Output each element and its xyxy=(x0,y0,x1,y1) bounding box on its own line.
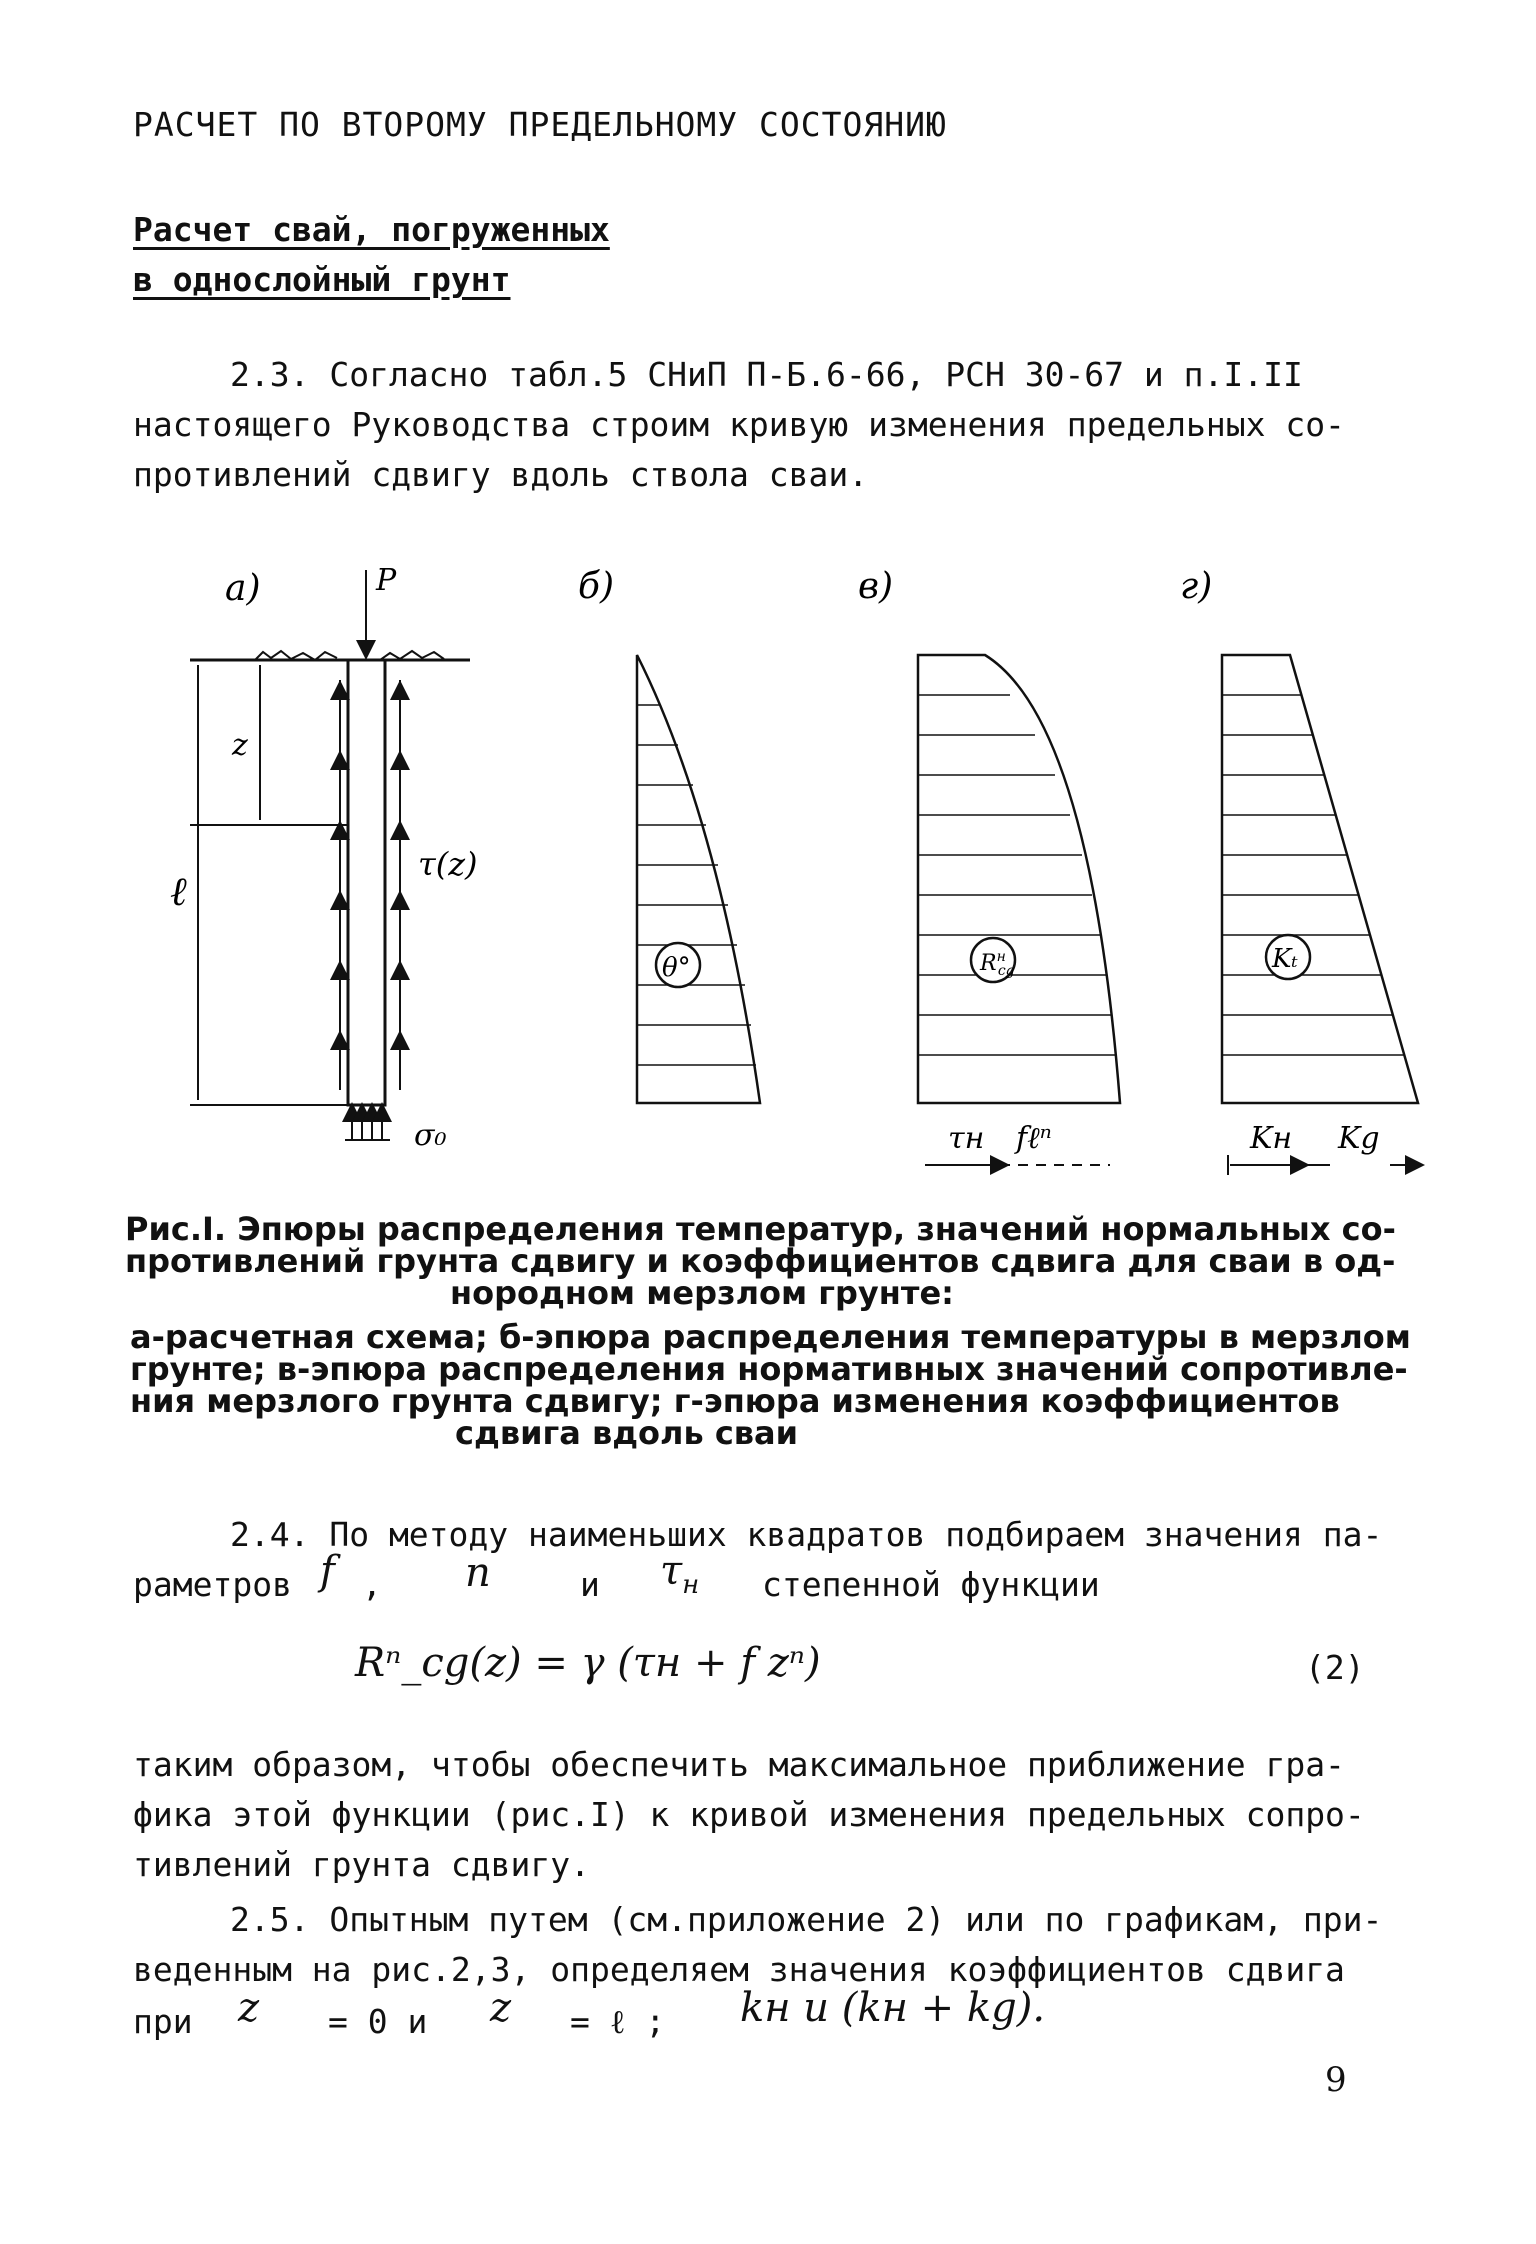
label-b: б) xyxy=(578,566,615,607)
param-and: и xyxy=(580,1565,600,1604)
page-number: 9 xyxy=(1325,2060,1347,2100)
para-2-4-function-label: степенной функции xyxy=(762,1565,1100,1604)
dim-g xyxy=(1228,1155,1415,1175)
param-tau: $\tau_н$ xyxy=(660,1548,700,1600)
para-2-3-line-3: противлений сдвигу вдоль ствола сваи. xyxy=(133,455,869,494)
equation-number: (2) xyxy=(1305,1648,1365,1687)
label-fl: fℓⁿ xyxy=(1016,1121,1052,1156)
param-f: f xyxy=(320,1548,335,1594)
label-l: ℓ xyxy=(170,869,187,915)
caption-line-3: нородном мерзлом грунте: xyxy=(450,1274,954,1312)
section-title-line-2: в однослойный грунт xyxy=(133,260,511,299)
formula-2: Rⁿ_cg(z) = γ (τн + f zⁿ) xyxy=(355,1640,821,1686)
para-2-4b-line-3: тивлений грунта сдвигу. xyxy=(133,1845,590,1884)
para-2-3-line-2: настоящего Руководства строим кривую изменения предельных со- xyxy=(133,405,1345,444)
para-2-4b-line-2: фика этой функции (рис.I) к кривой изменения предельных сопро- xyxy=(133,1795,1365,1834)
para-2-4b-line-1: таким образом, чтобы обеспечить максимальное приближение гра- xyxy=(133,1745,1345,1784)
caption-line-1: Рис.I. Эпюры распределения температур, значений нормальных со- xyxy=(125,1210,1396,1248)
caption-line-7: сдвига вдоль сваи xyxy=(455,1414,799,1452)
caption-line-6: ния мерзлого грунта сдвигу; г-эпюра изменения коэффициентов xyxy=(130,1382,1340,1420)
label-tau-z: τ(z) xyxy=(418,845,478,883)
caption-line-5: грунте; в-эпюра распределения нормативных значений сопротивле- xyxy=(130,1350,1408,1388)
para-2-5-line-2: веденным на рис.2,3, определяем значения коэффициентов сдвига xyxy=(133,1950,1345,1989)
label-Kt: Kₜ xyxy=(1272,944,1298,974)
label-Kn: Kн xyxy=(1250,1121,1293,1156)
para-2-4-line-1: 2.4. По методу наименьших квадратов подбираем значения па- xyxy=(230,1515,1383,1554)
cond-z2: z xyxy=(490,1985,512,2031)
figure-1 xyxy=(0,540,1536,1190)
label-theta: θ° xyxy=(662,953,691,983)
para-2-4-params-label: раметров xyxy=(133,1565,292,1604)
page-heading: РАСЧЕТ ПО ВТОРОМУ ПРЕДЕЛЬНОМУ СОСТОЯНИЮ xyxy=(133,105,947,144)
cond-eq2: = ℓ ; xyxy=(570,2002,666,2041)
label-Kg: Kg xyxy=(1338,1121,1380,1156)
param-comma: , xyxy=(362,1565,382,1604)
label-v: в) xyxy=(858,566,893,607)
label-g: г) xyxy=(1180,566,1213,607)
para-2-5-line-3: при xyxy=(133,2002,193,2041)
diagram-temperature xyxy=(637,655,760,1103)
label-P: P xyxy=(376,563,397,598)
caption-line-2: противлений грунта сдвигу и коэффициентов сдвига для сваи в од- xyxy=(125,1242,1396,1280)
diagram-shear-coefficient xyxy=(1222,655,1418,1103)
diagram-normative-resistance xyxy=(918,655,1120,1103)
caption-line-4: а-расчетная схема; б-эпюра распределения температуры в мерзлом xyxy=(130,1318,1411,1356)
para-2-5-line-1: 2.5. Опытным путем (см.приложение 2) или по графикам, при- xyxy=(230,1900,1383,1939)
para-2-3-line-1: 2.3. Согласно табл.5 СНиП П-Б.6-66, РСН 30-67 и п.I.II xyxy=(230,355,1303,394)
label-sigma0: σ₀ xyxy=(414,1118,447,1153)
cond-z1: z xyxy=(238,1985,260,2031)
cond-eq1: = 0 и xyxy=(328,2002,428,2041)
section-title-line-1: Расчет свай, погруженных xyxy=(133,210,610,249)
cond-k: kн и (kн + kg). xyxy=(740,1985,1046,2031)
param-n: n xyxy=(465,1550,491,1596)
label-Rcg: $R^н$ сg xyxy=(980,949,1015,979)
label-tau-n: τн xyxy=(948,1121,985,1156)
label-z: z xyxy=(232,728,248,763)
label-a: а) xyxy=(225,568,261,609)
